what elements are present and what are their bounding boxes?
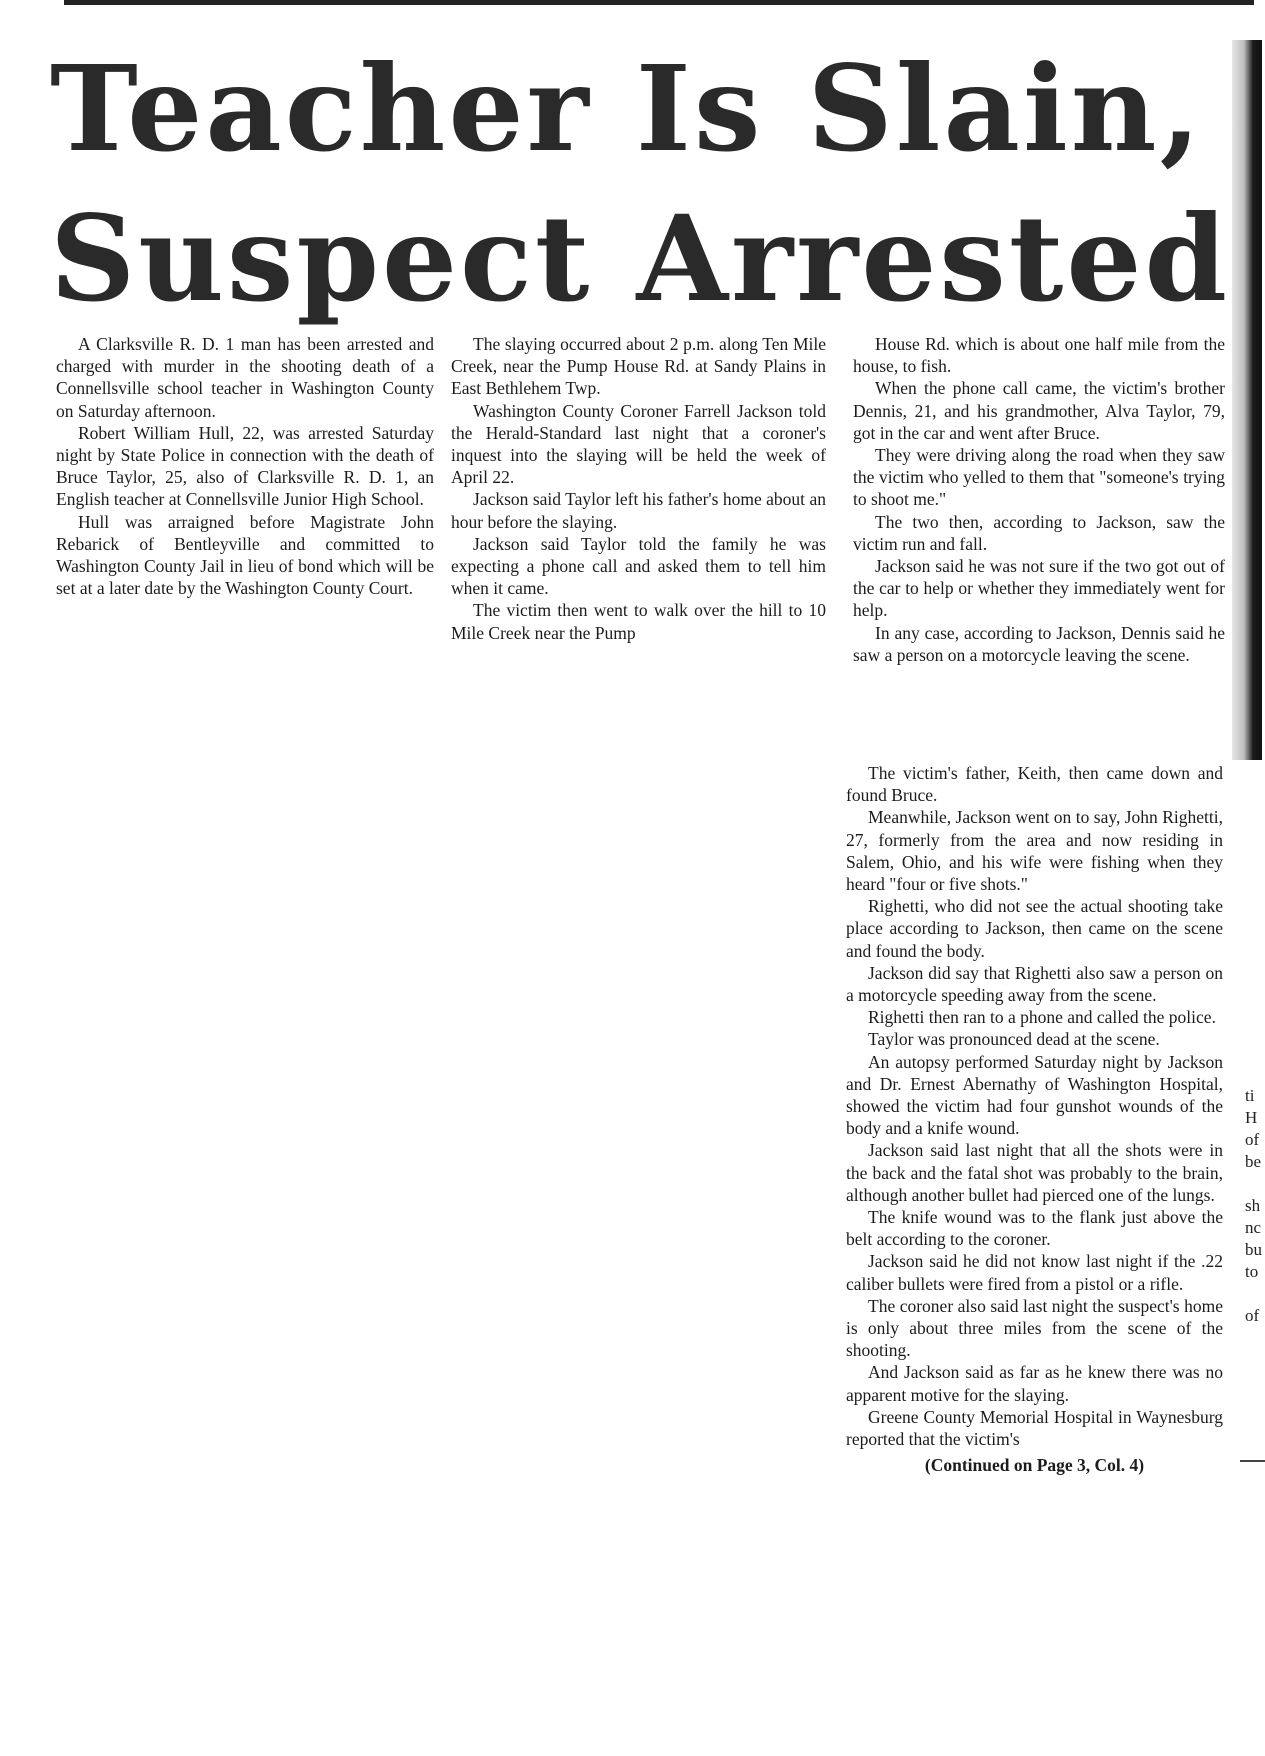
- paragraph: The knife wound was to the flank just above the belt according to the coroner.: [846, 1207, 1223, 1250]
- paragraph: Washington County Coroner Farrell Jackson told the Herald-Standard last night that a coroner's inquest into the slaying will be held the week of April 22.: [451, 400, 826, 488]
- paragraph: Hull was arraigned before Magistrate John Rebarick of Bentleyville and committed to Washington County Jail in lieu of bond which will be set at a later date by the Washington County Court.: [56, 511, 434, 599]
- paragraph: Jackson said Taylor told the family he was expecting a phone call and asked them to tell him when it came.: [451, 533, 826, 599]
- top-rule: [64, 0, 1254, 5]
- headline-line-2: Suspect Arrested: [50, 189, 1230, 328]
- paragraph: They were driving along the road when they saw the victim who yelled to them that "someone's trying to shoot me.": [853, 445, 1225, 510]
- edge-fragment: bu: [1245, 1240, 1262, 1259]
- edge-fragment: to: [1245, 1262, 1259, 1281]
- edge-fragment: be: [1245, 1152, 1262, 1171]
- paragraph: In any case, according to Jackson, Dennis said he saw a person on a motorcycle leaving the scene.: [853, 622, 1225, 665]
- article-column-2: [451, 333, 826, 644]
- edge-fragment: ti: [1245, 1086, 1255, 1105]
- paragraph: Robert William Hull, 22, was arrested Saturday night by State Police in connection with the death of Bruce Taylor, 25, also of Clarksville R. D. 1, an English teacher at Connellsville Junior High School.: [56, 422, 434, 510]
- paragraph: And Jackson said as far as he knew there was no apparent motive for the slaying.: [846, 1362, 1223, 1405]
- paragraph: House Rd. which is about one half mile from the house, to fish.: [853, 334, 1225, 377]
- paragraph: When the phone call came, the victim's brother Dennis, 21, and his grandmother, Alva Taylor, 79, got in the car and went after Bruce.: [853, 378, 1225, 443]
- edge-fragment: of: [1245, 1306, 1260, 1325]
- edge-fragment: [1245, 1283, 1265, 1305]
- paragraph: Righetti, who did not see the actual shooting take place according to Jackson, then came on the scene and found the body.: [846, 896, 1223, 961]
- paragraph: Jackson said he did not know last night if the .22 caliber bullets were fired from a pistol or a rifle.: [846, 1251, 1223, 1294]
- paragraph: Jackson said last night that all the shots were in the back and the fatal shot was probably to the brain, although another bullet had pierced one of the lungs.: [846, 1140, 1223, 1205]
- continued-notice: (Continued on Page 3, Col. 4): [924, 1455, 1145, 1476]
- paragraph: The coroner also said last night the suspect's home is only about three miles from the scene of the shooting.: [846, 1295, 1223, 1361]
- article-column-1: [56, 333, 434, 599]
- paragraph: Meanwhile, Jackson went on to say, John Righetti, 27, formerly from the area and now residing in Salem, Ohio, and his wife were fishing when they heard "four or five shots.": [846, 807, 1223, 895]
- edge-fragment: sh: [1245, 1196, 1261, 1215]
- paragraph: Jackson said Taylor left his father's home about an hour before the slaying.: [451, 489, 826, 532]
- paragraph: Jackson did say that Righetti also saw a person on a motorcycle speeding away from the scene.: [846, 962, 1223, 1006]
- paragraph: Greene County Memorial Hospital in Waynesburg reported that the victim's: [846, 1406, 1223, 1450]
- adjacent-rule: [1240, 1460, 1265, 1462]
- edge-fragment: nc: [1245, 1218, 1262, 1237]
- paragraph: An autopsy performed Saturday night by Jackson and Dr. Ernest Abernathy of Washington Hospital, showed the victim had four gunshot wounds of the body and a knife wound.: [846, 1051, 1223, 1139]
- article-column-3-bottom: [846, 762, 1223, 1477]
- paragraph: The slaying occurred about 2 p.m. along Ten Mile Creek, near the Pump House Rd. at Sandy Plains in East Bethlehem Twp.: [451, 334, 826, 399]
- paragraph: Jackson said he was not sure if the two got out of the car to help or whether they immediately went for help.: [853, 556, 1225, 621]
- edge-fragment: H: [1245, 1108, 1258, 1127]
- adjacent-column-fragments: [1245, 1085, 1265, 1327]
- headline-line-1: Teacher Is Slain,: [50, 39, 1204, 178]
- headline: [50, 34, 1230, 334]
- paragraph: A Clarksville R. D. 1 man has been arrested and charged with murder in the shooting death of a Connellsville school teacher in Washington County on Saturday afternoon.: [56, 334, 434, 421]
- edge-fragment: of: [1245, 1130, 1260, 1149]
- paragraph: The victim's father, Keith, then came down and found Bruce.: [846, 763, 1223, 806]
- edge-fragment: [1245, 1173, 1265, 1195]
- article-column-3-top: [853, 333, 1225, 666]
- paragraph: Taylor was pronounced dead at the scene.: [868, 1029, 1160, 1050]
- paragraph: The victim then went to walk over the hill to 10 Mile Creek near the Pump: [451, 600, 826, 643]
- paragraph: Righetti then ran to a phone and called the police.: [868, 1007, 1216, 1028]
- paragraph: The two then, according to Jackson, saw the victim run and fall.: [853, 511, 1225, 554]
- page-edge-shadow: [1232, 40, 1262, 760]
